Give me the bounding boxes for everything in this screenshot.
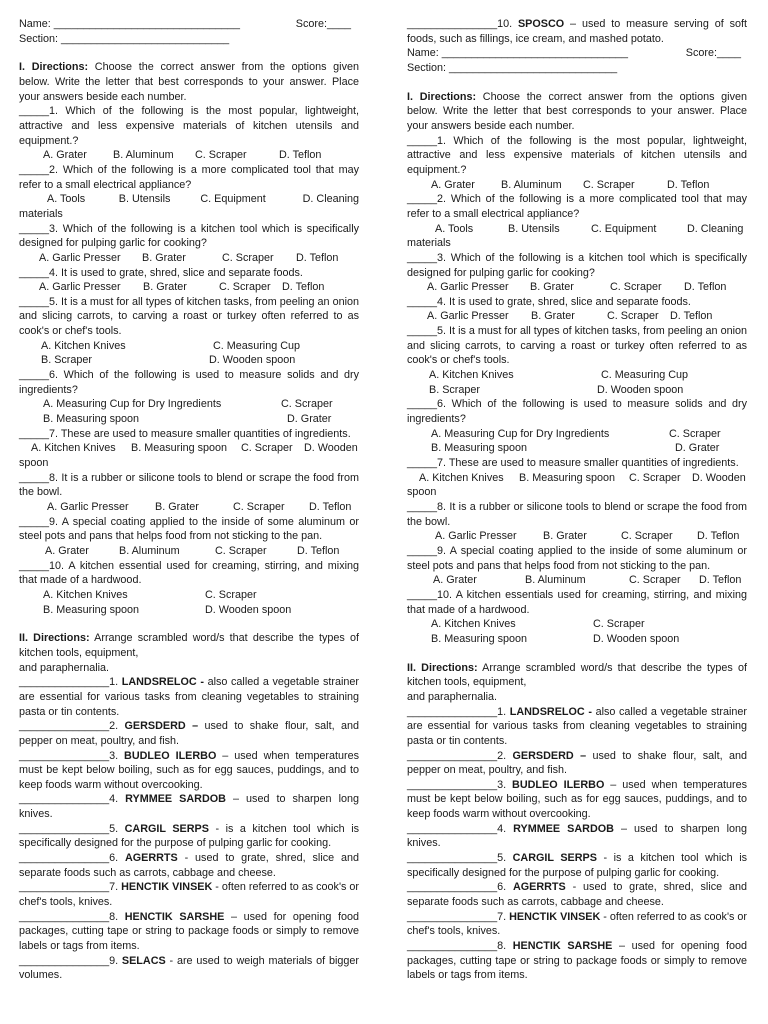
scramble-item-3: [407, 778, 747, 822]
option-d[interactable]: D. Teflon: [699, 574, 742, 587]
option-b[interactable]: B. Grater: [530, 281, 574, 294]
scrambled-word: CARGIL SERPS: [512, 852, 597, 865]
option-c[interactable]: C. Scraper: [195, 149, 247, 162]
clue-text: used to shake flour, salt, and pepper on meat, poultry, and fish.: [19, 720, 359, 747]
scramble-item-8: [19, 910, 359, 954]
scramble-item-3: [19, 749, 359, 793]
option-c[interactable]: C. Scraper: [669, 427, 721, 440]
q10-options-row1: [19, 588, 359, 603]
scramble-item-9: [19, 954, 359, 983]
name-field[interactable]: Name: _______________________________: [19, 18, 240, 30]
part1-directions-label: I. Directions:: [407, 90, 477, 103]
option-c[interactable]: C. Scraper: [219, 281, 271, 294]
option-a[interactable]: A. Garlic Presser: [427, 281, 509, 294]
q4-options: [407, 309, 747, 324]
option-a[interactable]: A. Grater: [45, 544, 89, 557]
scrambled-word: GERSDERD –: [124, 720, 199, 733]
answer-blank[interactable]: _______________8.: [19, 910, 125, 923]
answer-blank[interactable]: _______________6.: [407, 881, 513, 894]
option-b[interactable]: B. Scraper: [429, 383, 481, 396]
option-c[interactable]: C. Scraper: [281, 398, 333, 411]
option-c[interactable]: C. Scraper: [593, 618, 645, 631]
clue-text: – used when temperatures must be kept below boiling, such as for egg sauces, puddings, and to keep foods warm without overcooking.: [407, 778, 747, 821]
scramble-item-6: [19, 851, 359, 880]
answer-blank[interactable]: _______________4.: [407, 822, 514, 835]
option-b[interactable]: B. Grater: [531, 310, 575, 323]
answer-blank[interactable]: _______________9.: [19, 954, 122, 967]
option-c[interactable]: C. Scraper: [241, 442, 293, 455]
part2-directions-text: Arrange scrambled word/s that describe the types of kitchen tools, equipment,: [19, 632, 359, 659]
q2-option-tail: materials: [407, 237, 451, 250]
scramble-item-8: [407, 939, 747, 983]
scrambled-word: SELACS: [121, 954, 166, 967]
left-column: [19, 17, 359, 983]
answer-blank[interactable]: _______________8.: [407, 940, 513, 953]
part2-directions: [19, 631, 359, 660]
option-d[interactable]: D. Teflon: [697, 530, 740, 543]
option-b[interactable]: B. Measuring spoon: [131, 442, 228, 455]
option-c[interactable]: C. Scraper: [205, 588, 257, 601]
part2-directions-label: II. Directions:: [407, 661, 478, 674]
q6-options-row2: [19, 412, 359, 427]
option-a[interactable]: A. Garlic Presser: [39, 251, 121, 264]
option-a[interactable]: A. Garlic Presser: [39, 281, 121, 294]
answer-blank[interactable]: _______________1.: [407, 705, 510, 718]
option-d[interactable]: D. Teflon: [667, 178, 710, 191]
q8-options: [407, 529, 747, 544]
section-field[interactable]: Section: ____________________________: [407, 61, 618, 74]
answer-blank[interactable]: _______________5.: [19, 822, 125, 835]
scramble-item-2: [19, 719, 359, 748]
answer-blank[interactable]: _______________7.: [407, 910, 510, 923]
q9-options: [19, 544, 359, 559]
question-2: _____2. Which of the following is a more complicated tool that may refer to a small electrical appliance?: [19, 163, 359, 191]
option-c[interactable]: C. Scraper: [233, 501, 285, 513]
option-a[interactable]: A. Kitchen Knives: [41, 339, 126, 352]
answer-blank[interactable]: _______________2.: [19, 720, 125, 733]
q2-option-tail: materials: [19, 207, 63, 220]
q5-options-row1: [407, 368, 747, 383]
part1-directions-label: I. Directions:: [19, 61, 89, 74]
clue-text: - is a kitchen tool which is specifically designed for the purpose of pulping garlic for cooking.: [19, 822, 360, 850]
option-a[interactable]: A. Kitchen Knives: [429, 369, 514, 382]
scramble-item-5: [407, 851, 747, 880]
clue-text: – used when temperatures must be kept below boiling, such as for egg sauces, puddings, and to keep foods warm without overcooking.: [19, 749, 359, 791]
question-3: _____3. Which of the following is a kitchen tool which is specifically designed for pulping garlic for cooking?: [407, 251, 747, 279]
scramble-item-5: [19, 822, 359, 851]
option-b[interactable]: B. Grater: [155, 501, 199, 513]
part2-directions: [407, 661, 747, 690]
clue-text: – used to sharpen long knives.: [19, 793, 360, 821]
option-d[interactable]: D. Wooden spoon: [209, 354, 296, 367]
q6-options-row1: [19, 397, 359, 412]
option-c[interactable]: C. Scraper: [583, 178, 635, 191]
option-b[interactable]: B. Measuring spoon: [43, 413, 140, 426]
q8-options: [19, 500, 359, 515]
part1-directions-text: Choose the correct answer from the options given below. Write the letter that best corresponds to your answer. Place your answers beside each number.: [19, 61, 359, 103]
option-d[interactable]: D. Wooden: [692, 471, 746, 484]
option-a[interactable]: A. Measuring Cup for Dry Ingredients: [431, 427, 610, 440]
q3-options: [407, 280, 747, 295]
scrambled-word: LANDSRELOC -: [509, 705, 592, 718]
question-1: _____1. Which of the following is the most popular, lightweight, attractive and less expensive materials of kitchen utensils and equipment.?: [407, 134, 747, 176]
answer-blank[interactable]: _______________10.: [407, 18, 518, 30]
answer-blank[interactable]: _______________7.: [19, 881, 122, 894]
question-1: _____1. Which of the following is the most popular, lightweight, attractive and less expensive materials of kitchen utensils and equipment.?: [19, 105, 359, 147]
option-a[interactable]: A. Garlic Presser: [427, 310, 509, 323]
question-3: _____3. Which of the following is a kitchen tool which is specifically designed for pulping garlic for cooking?: [19, 222, 359, 250]
option-d[interactable]: D. Teflon: [282, 281, 325, 294]
option-d[interactable]: D. Cleaning: [687, 222, 744, 235]
score-field[interactable]: Score:____: [685, 47, 741, 60]
q10-options-row2: [19, 603, 359, 618]
q7-option-tail: spoon: [407, 486, 437, 499]
scrambled-word: RYMMEE SARDOB: [125, 793, 226, 806]
scrambled-word: HENCTIK VINSEK: [121, 881, 213, 894]
part2-directions-tail: and paraphernalia.: [407, 690, 498, 703]
question-9: _____9. A special coating applied to the inside of some aluminum or steel pots and pans that helps food from not sticking to the pan.: [19, 515, 359, 543]
answer-blank[interactable]: _______________6.: [19, 852, 125, 865]
q5-options-row2: [407, 383, 747, 398]
scrambled-word: AGERRTS: [512, 881, 566, 894]
clue-text: also called a vegetable strainer are essential for various tasks from cleaning vegetables to straining pasta or tin contents.: [407, 705, 747, 747]
scrambled-word: SPOSCO: [517, 18, 565, 30]
option-a[interactable]: A. Kitchen Knives: [43, 588, 128, 601]
scramble-item-2: [407, 749, 747, 778]
option-a[interactable]: A. Tools: [435, 222, 474, 235]
option-a[interactable]: A. Kitchen Knives: [431, 618, 516, 631]
option-b[interactable]: B. Utensils: [118, 193, 171, 206]
option-d[interactable]: D. Wooden spoon: [205, 603, 292, 616]
question-10: _____10. A kitchen essentials used for creaming, stirring, and mixing that made of a hardwood.: [407, 588, 747, 616]
answer-blank[interactable]: _______________2.: [407, 749, 513, 762]
clue-text: - used to grate, shred, slice and separate foods such as carrots, cabbage and cheese.: [19, 852, 359, 879]
q1-options: [19, 148, 359, 163]
q6-options-row2: [407, 441, 747, 456]
q7-options: [19, 441, 359, 456]
option-b[interactable]: B. Scraper: [41, 354, 93, 367]
q6-options-row1: [407, 427, 747, 442]
scrambled-word: AGERRTS: [124, 852, 178, 865]
scramble-item-10: [407, 17, 747, 46]
option-d[interactable]: D. Wooden: [304, 442, 358, 455]
answer-blank[interactable]: _______________4.: [19, 793, 126, 806]
question-6: _____6. Which of the following is used to measure solids and dry ingredients?: [407, 398, 747, 426]
score-field[interactable]: Score:____: [295, 18, 351, 30]
option-a[interactable]: A. Measuring Cup for Dry Ingredients: [43, 398, 222, 411]
option-b[interactable]: B. Utensils: [508, 222, 560, 235]
q7-option-tail: spoon: [19, 457, 49, 470]
option-d[interactable]: D. Teflon: [296, 251, 339, 264]
option-b[interactable]: B. Aluminum: [501, 178, 562, 191]
answer-blank[interactable]: _______________3.: [407, 778, 513, 791]
question-9: _____9. A special coating applied to the inside of some aluminum or steel pots and pans that helps food from not sticking to the pan.: [407, 544, 747, 572]
part2-directions-label: II. Directions:: [19, 632, 90, 645]
scrambled-word: CARGIL SERPS: [124, 822, 209, 835]
question-2: _____2. Which of the following is a more complicated tool that may refer to a small electrical appliance?: [407, 193, 747, 220]
option-b[interactable]: B. Aluminum: [119, 544, 180, 557]
scrambled-word: HENCTIK SARSHE: [512, 940, 613, 953]
scrambled-word: GERSDERD –: [512, 749, 587, 762]
part2-directions-tail: and paraphernalia.: [19, 661, 110, 674]
question-10: _____10. A kitchen essential used for creaming, stirring, and mixing that made of a hardwood.: [19, 559, 359, 587]
q2-options: [19, 192, 359, 207]
question-5: _____5. It is a must for all types of kitchen tasks, from peeling an onion and slicing carrots, to carving a roast or turkey often referred to as cook's or chef's tools.: [19, 295, 359, 338]
scrambled-word: HENCTIK VINSEK: [509, 910, 601, 923]
question-8: _____8. It is a rubber or silicone tools to blend or scrape the food from the bowl.: [407, 501, 747, 528]
option-c[interactable]: C. Scraper: [610, 281, 662, 294]
option-c[interactable]: C. Scraper: [607, 310, 659, 323]
scramble-item-4: [407, 822, 747, 851]
header-name-row: [407, 46, 747, 61]
option-d[interactable]: D. Teflon: [309, 501, 352, 513]
part1-directions-text: Choose the correct answer from the options given below. Write the letter that best corresponds to your answer. Place your answers beside each number.: [407, 90, 747, 132]
scramble-item-1: [407, 705, 747, 749]
clue-text: - often referred to as cook's or chef's tools, knives.: [407, 910, 748, 938]
q2-options: [407, 222, 747, 237]
q4-options: [19, 280, 359, 295]
scrambled-word: RYMMEE SARDOB: [513, 822, 614, 835]
option-a[interactable]: A. Garlic Presser: [47, 501, 129, 513]
option-d[interactable]: D. Wooden spoon: [597, 383, 684, 396]
clue-text: - used to grate, shred, slice and separate foods such as carrots, cabbage and cheese.: [407, 881, 747, 909]
clue-text: - often referred to as cook's or chef's tools, knives.: [19, 881, 360, 909]
scramble-item-6: [407, 880, 747, 909]
clue-text: used to shake flour, salt, and pepper on meat, poultry, and fish.: [407, 749, 747, 777]
clue-text: – used for opening food packages, cutting tape or string to package foods or simply to remove labels or tags from items.: [407, 940, 747, 982]
option-d[interactable]: D. Teflon: [279, 149, 322, 162]
option-c[interactable]: C. Scraper: [629, 574, 681, 587]
header-name-row: [19, 17, 359, 32]
option-a[interactable]: A. Grater: [43, 149, 87, 162]
option-a[interactable]: A. Kitchen Knives: [31, 442, 116, 455]
clue-text: – used for opening food packages, cutting tape or string to package foods or simply to remove labels or tags from items.: [19, 910, 359, 953]
section-field[interactable]: Section: ____________________________: [19, 32, 230, 45]
scramble-item-7: [407, 910, 747, 939]
scrambled-word: BUDLEO ILERBO: [512, 778, 605, 791]
option-b[interactable]: B. Measuring spoon: [519, 471, 616, 484]
option-b[interactable]: B. Grater: [143, 281, 187, 294]
scrambled-word: BUDLEO ILERBO: [124, 749, 217, 762]
clue-text: – used to measure serving of soft foods, such as fillings, ice cream, and mashed potato.: [407, 18, 747, 45]
question-4: _____4. It is used to grate, shred, slice and separate foods.: [19, 266, 303, 279]
question-7: _____7. These are used to measure smaller quantities of ingredients.: [19, 427, 351, 440]
option-c[interactable]: C. Scraper: [215, 544, 267, 557]
question-8: _____8. It is a rubber or silicone tools to blend or scrape the food from the bowl.: [19, 471, 359, 499]
option-b[interactable]: B. Aluminum: [525, 574, 586, 587]
option-b[interactable]: B. Measuring spoon: [431, 632, 528, 645]
q5-options-row1: [19, 339, 359, 354]
option-a[interactable]: A. Grater: [431, 178, 475, 191]
option-c[interactable]: C. Scraper: [629, 471, 681, 484]
option-d[interactable]: D. Teflon: [670, 310, 713, 323]
option-a[interactable]: A. Kitchen Knives: [419, 471, 504, 484]
q9-options: [407, 573, 747, 588]
option-b[interactable]: B. Measuring spoon: [431, 442, 528, 455]
clue-text: - are used to weigh materials of bigger volumes.: [19, 954, 359, 982]
option-b[interactable]: B. Measuring spoon: [43, 603, 140, 616]
part1-directions: [407, 90, 747, 134]
q3-options: [19, 251, 359, 266]
option-c[interactable]: C. Scraper: [222, 251, 274, 264]
option-d[interactable]: D. Grater: [675, 442, 720, 455]
q10-options-row1: [407, 617, 747, 632]
scramble-item-1: [19, 675, 359, 719]
q10-options-row2: [407, 632, 747, 647]
clue-text: also called a vegetable strainer are essential for various tasks from cleaning vegetables to straining pasta or tin contents.: [19, 676, 359, 718]
option-c[interactable]: C. Equipment: [200, 193, 266, 206]
question-4: _____4. It is used to grate, shred, slice and separate foods.: [407, 295, 691, 308]
q7-options: [407, 471, 747, 486]
right-column: [407, 17, 747, 983]
option-d[interactable]: D. Wooden spoon: [593, 632, 680, 645]
option-b[interactable]: B. Grater: [142, 251, 186, 264]
clue-text: - is a kitchen tool which is specifically designed for the purpose of pulping garlic for cooking.: [407, 852, 748, 879]
option-d[interactable]: D. Grater: [287, 413, 332, 426]
answer-blank[interactable]: _______________5.: [407, 852, 513, 865]
option-a[interactable]: A. Garlic Presser: [435, 530, 517, 543]
option-c[interactable]: C. Scraper: [621, 530, 673, 543]
part2-directions-text: Arrange scrambled word/s that describe the types of kitchen tools, equipment,: [407, 661, 747, 689]
question-6: _____6. Which of the following is used to measure solids and dry ingredients?: [19, 369, 359, 396]
option-d[interactable]: D. Teflon: [297, 544, 340, 557]
answer-blank[interactable]: _______________1.: [19, 676, 122, 689]
option-a[interactable]: A. Grater: [433, 574, 477, 587]
q1-options: [407, 178, 747, 193]
option-c[interactable]: C. Measuring Cup: [601, 369, 689, 382]
answer-blank[interactable]: _______________3.: [19, 749, 125, 762]
part1-directions: [19, 60, 359, 104]
option-c[interactable]: C. Measuring Cup: [213, 339, 301, 352]
option-a[interactable]: A. Tools: [47, 193, 86, 206]
name-field[interactable]: Name: _______________________________: [407, 47, 628, 60]
question-7: _____7. These are used to measure smaller quantities of ingredients.: [407, 457, 739, 470]
option-b[interactable]: B. Grater: [543, 530, 587, 543]
option-c[interactable]: C. Equipment: [591, 222, 657, 235]
question-5: _____5. It is a must for all types of kitchen tasks, from peeling an onion and slicing carrots, to carving a roast or turkey often referred to as cook's or chef's tools.: [407, 325, 747, 367]
q5-options-row2: [19, 353, 359, 368]
scramble-item-4: [19, 792, 359, 821]
scrambled-word: HENCTIK SARSHE: [124, 910, 225, 923]
option-d[interactable]: D. Teflon: [684, 281, 727, 294]
scrambled-word: LANDSRELOC -: [121, 676, 204, 689]
clue-text: – used to sharpen long knives.: [407, 822, 748, 850]
scramble-item-7: [19, 880, 359, 909]
option-b[interactable]: B. Aluminum: [113, 149, 174, 162]
option-d[interactable]: D. Cleaning: [302, 193, 360, 206]
